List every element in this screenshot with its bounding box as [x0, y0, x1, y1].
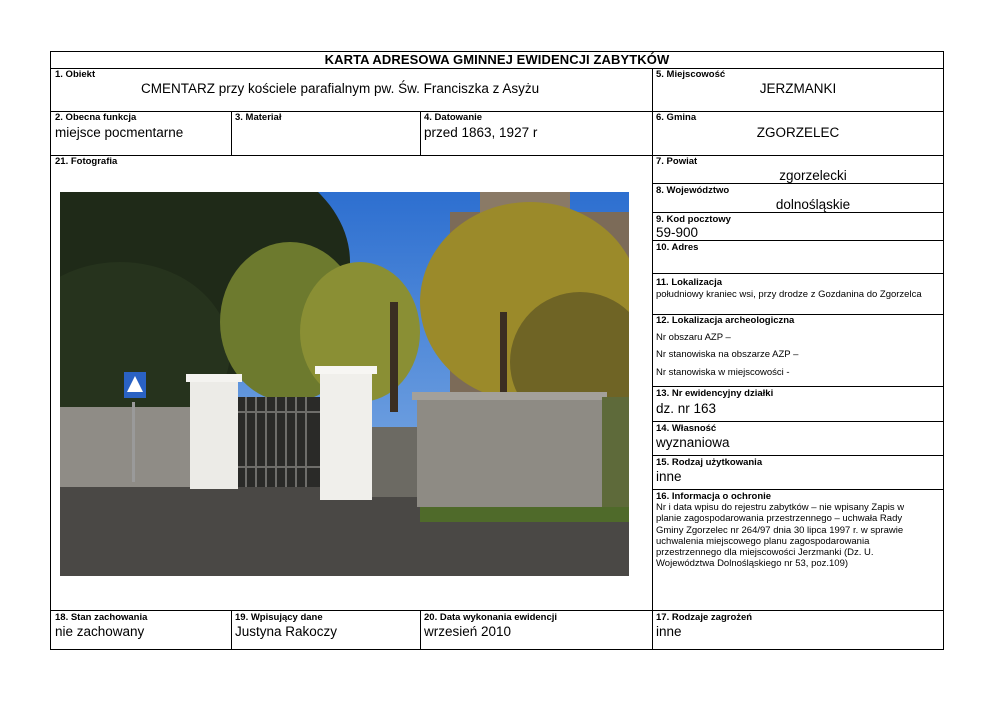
divider: [420, 111, 421, 155]
divider: [51, 610, 943, 611]
zagrozenia-label: 17. Rodzaje zagrożeń: [656, 612, 753, 623]
cemetery-photo-image: [60, 192, 629, 576]
wlasnosc-value: wyznaniowa: [656, 435, 730, 450]
divider: [652, 68, 653, 649]
archeo-label: 12. Lokalizacja archeologiczna: [656, 315, 795, 326]
address-card: [50, 51, 944, 650]
archeo-line: Nr obszaru AZP –: [656, 332, 731, 343]
divider: [51, 68, 943, 69]
divider: [652, 273, 943, 274]
wlasnosc-label: 14. Własność: [656, 423, 717, 434]
cemetery-photo: [60, 192, 629, 576]
stan-label: 18. Stan zachowania: [55, 612, 148, 623]
gmina-label: 6. Gmina: [656, 112, 697, 123]
funkcja-value: miejsce pocmentarne: [55, 125, 184, 140]
material-label: 3. Materiał: [235, 112, 282, 123]
dzialka-label: 13. Nr ewidencyjny działki: [656, 388, 774, 399]
miejscowosc-label: 5. Miejscowość: [656, 69, 726, 80]
fotografia-label: 21. Fotografia: [55, 156, 118, 167]
obiekt-value: CMENTARZ przy kościele parafialnym pw. Św. Franciszka z Asyżu: [141, 81, 540, 96]
datowanie-label: 4. Datowanie: [424, 112, 483, 123]
divider: [231, 610, 232, 649]
wojewodztwo-value: dolnośląskie: [775, 197, 851, 212]
divider: [652, 489, 943, 490]
divider: [231, 111, 232, 155]
powiat-label: 7. Powiat: [656, 156, 698, 167]
archeo-line: Nr stanowiska na obszarze AZP –: [656, 349, 799, 360]
adres-label: 10. Adres: [656, 242, 699, 253]
stan-value: nie zachowany: [55, 624, 145, 639]
data-wykonania-label: 20. Data wykonania ewidencji: [424, 612, 558, 623]
divider: [652, 421, 943, 422]
divider: [652, 455, 943, 456]
ochrona-value: Nr i data wpisu do rejestru zabytków – nie wpisany Zapis w planie zagospodarowania przestrzennego – uchwała Rady Gminy Zgorzelec nr 264/97 dnia 30 lipca 1997 r. w sprawie uchwalenia miejscowego planu zagospodarowania przestrzennego dla miejscowości Jerzmanki (Dz. U. Województwa Dolnośląskiego nr 53, poz.109): [656, 502, 905, 570]
uzytkowanie-label: 15. Rodzaj użytkowania: [656, 457, 763, 468]
funkcja-label: 2. Obecna funkcja: [55, 112, 137, 123]
card-title: KARTA ADRESOWA GMINNEJ EWIDENCJI ZABYTKÓW: [324, 52, 670, 67]
divider: [51, 111, 943, 112]
ochrona-label: 16. Informacja o ochronie: [656, 491, 772, 502]
data-wykonania-value: wrzesień 2010: [424, 624, 512, 639]
datowanie-value: przed 1863, 1927 r: [424, 125, 538, 140]
kod-label: 9. Kod pocztowy: [656, 214, 731, 225]
wojewodztwo-label: 8. Województwo: [656, 185, 730, 196]
zagrozenia-value: inne: [656, 624, 682, 639]
miejscowosc-value: JERZMANKI: [759, 81, 837, 96]
powiat-value: zgorzelecki: [779, 168, 847, 183]
lokalizacja-value: południowy kraniec wsi, przy drodze z Gozdanina do Zgorzelca: [656, 289, 922, 300]
wpisujacy-label: 19. Wpisujący dane: [235, 612, 323, 623]
archeo-line: Nr stanowiska w miejscowości -: [656, 367, 790, 378]
uzytkowanie-value: inne: [656, 469, 682, 484]
obiekt-label: 1. Obiekt: [55, 69, 96, 80]
wpisujacy-value: Justyna Rakoczy: [235, 624, 338, 639]
lokalizacja-label: 11. Lokalizacja: [656, 277, 723, 288]
gmina-value: ZGORZELEC: [756, 125, 840, 140]
dzialka-value: dz. nr 163: [656, 401, 717, 416]
divider: [51, 155, 943, 156]
divider: [420, 610, 421, 649]
kod-value: 59-900: [656, 225, 699, 240]
divider: [652, 386, 943, 387]
